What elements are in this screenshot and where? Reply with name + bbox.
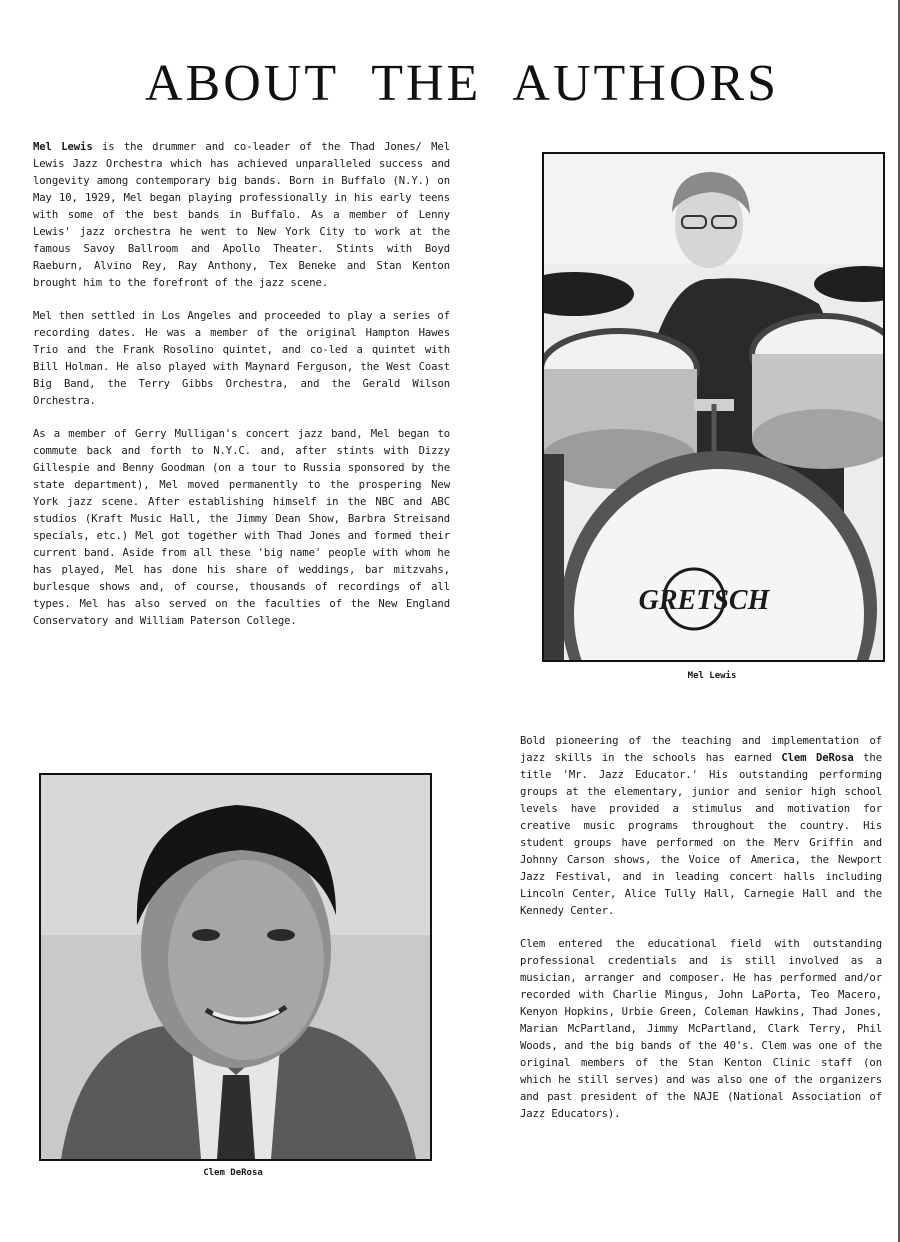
clem-derosa-bio [520, 733, 882, 1139]
mel-bio-paragraph-2: Mel then settled in Los Angeles and proceeded to play a series of recording dates. He was a member of the original Hampton Hawes Trio and the Frank Rosolino quintet, and co-led a quintet with Bill Holman. He also played with Maynard Ferguson, the West Coast Big Band, the Terry Gibbs Orchestra, and the Gerald Wilson Orchestra. [33, 310, 450, 407]
mel-lewis-photo-art [544, 154, 883, 660]
clem-derosa-caption: Clem DeRosa [203, 1168, 263, 1178]
mel-name: Mel Lewis [33, 141, 93, 153]
mel-lewis-photo [542, 152, 885, 662]
clem-derosa-photo-art [41, 775, 430, 1159]
page-title: ABOUT THE AUTHORS [144, 55, 779, 112]
mel-lewis-caption: Mel Lewis [687, 671, 737, 681]
mel-bio-p1-text: is the drummer and co-leader of the Thad Jones/ Mel Lewis Jazz Orchestra which has achieved unparalleled success and longevity among contemporary big bands. Born in Buffalo (N.Y.) on May 10, 1929, Mel began playing professionally in his early teens with some of the best bands in Buffalo. As a member of Lenny Lewis' jazz orchestra he went to New York City to work at the famous Savoy Ballroom and Apollo Theater. Stints with Boyd Raeburn, Alvino Rey, Ray Anthony, Tex Beneke and Stan Kenton brought him to the forefront of the jazz scene. [33, 141, 450, 289]
clem-bio-p1-start: Bold pioneering of the teaching and implementation of jazz skills in the schools has earned [520, 735, 882, 764]
clem-name: Clem DeRosa [781, 752, 854, 764]
clem-bio-paragraph-2: Clem entered the educational field with outstanding professional credentials and is still involved as a musician, arranger and composer. He has performed and/or recorded with Charlie Mingus, John LaPorta, Teo Macero, Kenyon Hopkins, Urbie Green, Coleman Hawkins, Thad Jones, Marian McPartland, Jimmy McPartland, Clark Terry, Phil Woods, and the big bands of the 40's. Clem was one of the original members of the Stan Kenton Clinic staff (on which he still serves) and was also one of the organizers and past president of the NAJE (National Association of Jazz Educators). [520, 938, 882, 1120]
gretsch-logo: GRETSCH [638, 585, 770, 616]
clem-bio-p1-text: the title 'Mr. Jazz Educator.' His outstanding performing groups at the elementary, junior and senior high school levels have provided a stimulus and motivation for creative music programs throughout the country. His student groups have performed on the Merv Griffin and Johnny Carson shows, the Voice of America, the Newport Jazz Festival, and in leading concert halls including Lincoln Center, Alice Tully Hall, Carnegie Hall and the Kennedy Center. [520, 752, 882, 917]
mel-bio-paragraph-3: As a member of Gerry Mulligan's concert jazz band, Mel began to commute back and forth to N.Y.C. and, after stints with Dizzy Gillespie and Benny Goodman (on a tour to Russia sponsored by the state department), Mel moved permanently to the prospering New York jazz scene. After establishing himself in the NBC and ABC studios (Kraft Music Hall, the Jimmy Dean Show, Barbra Streisand specials, etc.) Mel got together with Thad Jones and formed their current band. Aside from all these 'big name' people with whom he has played, Mel has done his share of weddings, bar mitzvahs, burlesque shows and, of course, thousands of recordings of all types. Mel has also served on the faculties of the New England Conservatory and William Paterson College. [33, 428, 450, 627]
mel-lewis-bio [33, 139, 450, 646]
clem-derosa-photo [39, 773, 432, 1161]
mel-bio-paragraph-1 [33, 139, 450, 292]
clem-bio-paragraph-1 [520, 733, 882, 920]
